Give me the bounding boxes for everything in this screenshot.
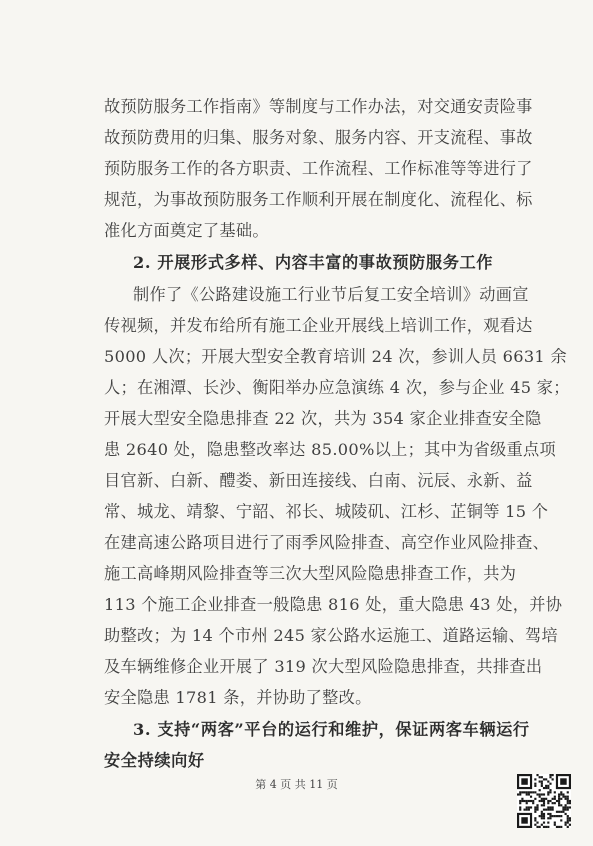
paragraph-2-line-5: 开展大型安全隐患排查 22 次，共为 354 家企业排查安全隐 bbox=[104, 409, 542, 428]
page-number-footer: 第 4 页 共 11 页 bbox=[255, 778, 338, 791]
paragraph-2-line-4: 人；在湘潭、长沙、衡阳举办应急演练 4 次，参与企业 45 家； bbox=[104, 378, 570, 397]
paragraph-2-line-14: 安全隐患 1781 条，并协助了整改。 bbox=[104, 688, 372, 707]
paragraph-2-line-8: 常、城龙、靖黎、宁韶、祁长、城陵矶、江杉、芷铜等 15 个 bbox=[104, 502, 549, 521]
paragraph-2-line-13: 及车辆维修企业开展了 319 次大型风险隐患排查，共排查出 bbox=[104, 657, 543, 676]
section-3-heading-line-1: 3. 支持“两客”平台的运行和维护，保证两客车辆运行 bbox=[133, 720, 530, 739]
section-3-heading-line-2: 安全持续向好 bbox=[104, 751, 205, 770]
paragraph-2-line-9: 在建高速公路项目进行了雨季风险排查、高空作业风险排查、 bbox=[104, 533, 550, 552]
paragraph-1-line-1: 故预防服务工作指南》等制度与工作办法，对交通安责险事 bbox=[104, 97, 533, 116]
paragraph-2-line-7: 目官新、白新、醴娄、新田连接线、白南、沅辰、永新、益 bbox=[104, 471, 533, 490]
section-2-heading: 2. 开展形式多样、内容丰富的事故预防服务工作 bbox=[133, 253, 494, 272]
paragraph-1-line-3: 预防服务工作的各方职责、工作流程、工作标准等等进行了 bbox=[104, 159, 533, 178]
paragraph-2-line-1: 制作了《公路建设施工行业节后复工安全培训》动画宣 bbox=[133, 285, 529, 304]
paragraph-2-line-11: 113 个施工企业排查一般隐患 816 处，重大隐患 43 处，并协 bbox=[104, 595, 563, 614]
paragraph-2-line-2: 传视频，并发布给所有施工企业开展线上培训工作，观看达 bbox=[104, 316, 533, 335]
paragraph-2-line-6: 患 2640 处，隐患整改率达 85.00%以上；其中为省级重点项 bbox=[104, 440, 557, 459]
paragraph-1-line-2: 故预防费用的归集、服务对象、服务内容、开支流程、事故 bbox=[104, 128, 533, 147]
qr-code-image bbox=[517, 774, 571, 828]
qr-code-graphic bbox=[517, 774, 571, 828]
paragraph-1-line-4: 规范，为事故预防服务工作顺利开展在制度化、流程化、标 bbox=[104, 190, 533, 209]
paragraph-2-line-3: 5000 人次；开展大型安全教育培训 24 次，参训人员 6631 余 bbox=[104, 347, 567, 366]
paragraph-1-line-5: 准化方面奠定了基础。 bbox=[104, 221, 269, 240]
paragraph-2-line-10: 施工高峰期风险排查等三次大型风险隐患排查工作，共为 bbox=[104, 564, 517, 583]
paragraph-2-line-12: 助整改；为 14 个市州 245 家公路水运施工、道路运输、驾培 bbox=[104, 626, 558, 645]
